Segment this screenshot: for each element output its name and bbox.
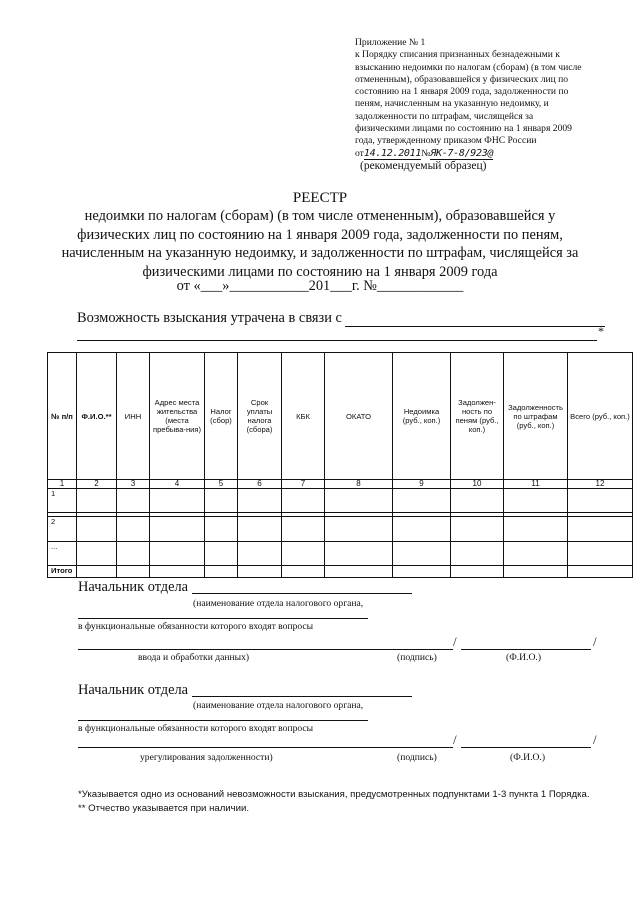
table-cell[interactable] (325, 542, 393, 566)
dept-hint: (наименование отдела налогового органа, (193, 700, 364, 711)
annex-line: состоянию на 1 января 2009 года, задолженности по (355, 86, 569, 98)
table-cell[interactable] (393, 542, 451, 566)
dept-underline-2 (78, 618, 368, 619)
reason-footnote-mark: * (598, 324, 604, 338)
name-underline (461, 747, 591, 748)
table-cell[interactable] (77, 542, 117, 566)
column-number: 5 (205, 480, 238, 489)
table-cell[interactable] (504, 489, 568, 513)
header-cell: № п/п (48, 353, 77, 480)
table-cell[interactable] (282, 517, 325, 542)
footnote-2: ** Отчество указывается при наличии. (78, 803, 250, 814)
header-cell: Недоимка (руб., коп.) (393, 353, 451, 480)
table-cell[interactable] (238, 517, 282, 542)
annex-block (355, 37, 615, 160)
column-number: 11 (504, 480, 568, 489)
name-underline (461, 649, 591, 650)
document-subtitle (0, 207, 640, 281)
table-cell[interactable] (238, 566, 282, 578)
chief-label: Начальник отдела (78, 682, 189, 698)
header-cell: Налог (сбор) (205, 353, 238, 480)
table-cell[interactable] (117, 542, 150, 566)
table-cell[interactable] (504, 517, 568, 542)
column-number: 12 (568, 480, 633, 489)
table-cell[interactable] (150, 566, 205, 578)
header-cell: Задолжен-ность по пеням (руб., коп.) (451, 353, 504, 480)
header-cell: Всего (руб., коп.) (568, 353, 633, 480)
table-cell[interactable] (282, 566, 325, 578)
row-number: ... (48, 542, 77, 566)
table-cell[interactable] (282, 542, 325, 566)
table-cell[interactable] (451, 566, 504, 578)
reason-underline (345, 326, 605, 327)
table-cell[interactable] (568, 517, 633, 542)
table-cell[interactable] (393, 566, 451, 578)
footnote-1: *Указывается одно из оснований невозможности взыскания, предусмотренных подпунктами 1-3 пункта 1 Порядка. (78, 789, 590, 800)
table-cell[interactable] (117, 517, 150, 542)
handwritten-date: 14.12.2011 (363, 147, 422, 159)
column-number: 9 (393, 480, 451, 489)
duties-text: в функциональные обязанности которого входят вопросы (78, 621, 314, 632)
column-number: 8 (325, 480, 393, 489)
annex-line: задолженности по штрафам, числящейся за (355, 110, 534, 122)
header-cell: Задолженность по штрафам (руб., коп.) (504, 353, 568, 480)
table-cell[interactable] (117, 489, 150, 513)
chief-label: Начальник отдела (78, 579, 189, 595)
table-cell[interactable] (150, 517, 205, 542)
table-row (48, 542, 633, 566)
annex-line: года, утвержденному приказом ФНС России (355, 135, 537, 147)
table-row (48, 489, 633, 513)
header-cell: КБК (282, 353, 325, 480)
slash-mark: / (593, 732, 597, 747)
header-cell: ОКАТО (325, 353, 393, 480)
table-cell[interactable] (77, 517, 117, 542)
row-number: 2 (48, 517, 77, 542)
annex-date-prefix: от (355, 147, 364, 159)
date-number-line: от «___»___________201___г. №____________ (176, 278, 464, 294)
row-number: 1 (48, 489, 77, 513)
slash-mark: / (453, 634, 457, 649)
reason-label: Возможность взыскания утрачена в связи с (77, 310, 342, 326)
annex-line: к Порядку списания признанных безнадежными к (355, 49, 560, 61)
table-cell[interactable] (451, 517, 504, 542)
slash-mark: / (453, 732, 457, 747)
table-cell[interactable] (568, 566, 633, 578)
table-cell[interactable] (451, 542, 504, 566)
table-cell[interactable] (325, 566, 393, 578)
table-cell[interactable] (325, 489, 393, 513)
annex-line: пеням, начисленным на указанную недоимку, и (355, 98, 549, 110)
slash-mark: / (593, 634, 597, 649)
header-cell: Срок уплаты налога (сбора) (238, 353, 282, 480)
subtitle-line: физических лиц по состоянию на 1 января 2009 года, задолженности по пеням, (77, 226, 563, 243)
annex-line: физическими лицами по состоянию на 1 января 2009 (355, 123, 572, 135)
column-number: 10 (451, 480, 504, 489)
table-cell[interactable] (504, 542, 568, 566)
header-cell: ИНН (117, 353, 150, 480)
table-cell[interactable] (205, 542, 238, 566)
table-cell[interactable] (117, 566, 150, 578)
table-cell[interactable] (238, 542, 282, 566)
table-cell[interactable] (393, 517, 451, 542)
column-number: 4 (150, 480, 205, 489)
table-cell[interactable] (325, 517, 393, 542)
fio-hint: (Ф.И.О.) (506, 652, 542, 663)
annex-line: Приложение № 1 (355, 37, 426, 48)
header-cell: Адрес места жительства (места пребыва-ния) (150, 353, 205, 480)
table-cell[interactable] (205, 489, 238, 513)
subtitle-line: начисленным на указанную недоимку, и задолженности по штрафам, числящейся за (61, 245, 579, 261)
signature-hint: (подпись) (397, 752, 437, 763)
dept-underline (192, 593, 412, 594)
column-number: 2 (77, 480, 117, 489)
fio-hint: (Ф.И.О.) (510, 752, 546, 763)
table-cell[interactable] (205, 566, 238, 578)
table-cell[interactable] (568, 542, 633, 566)
column-number: 7 (282, 480, 325, 489)
scope-underline (78, 649, 453, 650)
handwritten-number: ЯК-7-8/923@ (430, 147, 494, 159)
scope-text: урегулирования задолженности) (140, 752, 273, 763)
table-cell[interactable] (150, 489, 205, 513)
table-row (48, 517, 633, 542)
dept-underline (192, 696, 412, 697)
annex-date-line (355, 148, 615, 160)
reason-underline-2 (77, 340, 597, 341)
column-number: 1 (48, 480, 77, 489)
table-cell[interactable] (393, 489, 451, 513)
table-cell[interactable] (150, 542, 205, 566)
table-cell[interactable] (568, 489, 633, 513)
column-number: 6 (238, 480, 282, 489)
table-cell[interactable] (451, 489, 504, 513)
annex-line: отмененным), образовавшейся у физических лиц по (355, 73, 569, 85)
scope-underline (78, 747, 453, 748)
table-cell[interactable] (282, 489, 325, 513)
scope-text: ввода и обработки данных) (138, 652, 250, 663)
header-cell: Ф.И.О.** (77, 353, 117, 480)
total-label: Итого (48, 566, 77, 578)
table-cell[interactable] (205, 517, 238, 542)
dept-underline-2 (78, 720, 368, 721)
annex-line: взысканию недоимки по налогам (сборам) (в том числе (355, 61, 582, 73)
total-row (48, 566, 633, 578)
column-number: 3 (117, 480, 150, 489)
subtitle-line: физическими лицами по состоянию на 1 января 2009 года (142, 263, 498, 280)
dept-hint: (наименование отдела налогового органа, (193, 598, 364, 609)
document-title: РЕЕСТР (292, 190, 348, 206)
table-header-row (48, 353, 633, 480)
register-table (47, 352, 633, 578)
column-number-row (48, 480, 633, 489)
signature-hint: (подпись) (397, 652, 437, 663)
annex-number-sign: № (421, 147, 431, 159)
duties-text: в функциональные обязанности которого входят вопросы (78, 723, 314, 734)
table-cell[interactable] (238, 489, 282, 513)
recommended-sample-label: (рекомендуемый образец) (360, 160, 487, 172)
table-cell[interactable] (504, 566, 568, 578)
table-cell[interactable] (77, 566, 117, 578)
subtitle-line: недоимки по налогам (сборам) (в том числе отмененным), образовавшейся у (84, 208, 556, 224)
table-cell[interactable] (77, 489, 117, 513)
